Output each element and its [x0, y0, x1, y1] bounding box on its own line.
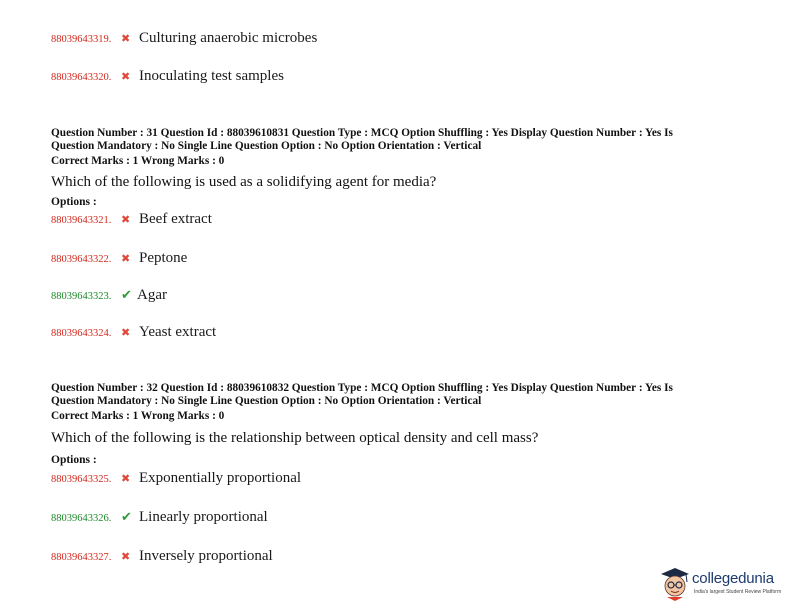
brand-logo — [658, 566, 788, 606]
question-text: Which of the following is the relationship between optical density and cell mass? — [51, 430, 539, 446]
cross-icon: ✖ — [121, 33, 131, 45]
option-text: Yeast extract — [139, 324, 217, 340]
option-text: Culturing anaerobic microbes — [139, 30, 318, 46]
option-id: 88039643324. — [51, 328, 112, 339]
question-meta — [51, 382, 741, 423]
question-meta-line2: Question Mandatory : No Single Line Question Option : No Option Orientation : Vertical — [51, 140, 482, 152]
option-id: 88039643327. — [51, 552, 112, 563]
option-text: Agar — [137, 287, 167, 303]
option-row — [51, 30, 317, 47]
option-row — [51, 250, 187, 267]
question-text: Which of the following is used as a solidifying agent for media? — [51, 174, 437, 190]
option-id: 88039643325. — [51, 474, 112, 485]
question-meta-line1: Question Number : 31 Question Id : 88039610831 Question Type : MCQ Option Shuffling : Yes Display Question Number : Yes Is — [51, 127, 673, 139]
option-text: Linearly proportional — [139, 509, 268, 525]
brand-name: collegedunia — [692, 570, 774, 587]
option-row — [51, 68, 284, 85]
check-icon: ✔ — [121, 509, 132, 524]
check-icon: ✔ — [121, 287, 132, 302]
option-text: Exponentially proportional — [139, 470, 302, 486]
option-id: 88039643322. — [51, 254, 112, 265]
option-text: Beef extract — [139, 211, 212, 227]
cross-icon: ✖ — [121, 253, 131, 265]
brand-tagline: India's largest Student Review Platform — [694, 589, 782, 595]
option-id: 88039643323. — [51, 291, 112, 302]
cross-icon: ✖ — [121, 214, 131, 226]
option-id: 88039643326. — [51, 513, 112, 524]
question-marks: Correct Marks : 1 Wrong Marks : 0 — [51, 155, 225, 167]
question-meta-line1: Question Number : 32 Question Id : 88039610832 Question Type : MCQ Option Shuffling : Yes Display Question Number : Yes Is — [51, 382, 673, 394]
option-id: 88039643320. — [51, 72, 112, 83]
cross-icon: ✖ — [121, 473, 131, 485]
option-row — [51, 548, 273, 565]
option-row — [51, 211, 212, 228]
option-row — [51, 509, 268, 526]
option-text: Peptone — [139, 250, 188, 266]
question-marks: Correct Marks : 1 Wrong Marks : 0 — [51, 410, 225, 422]
option-text: Inoculating test samples — [139, 68, 284, 84]
option-row — [51, 470, 301, 487]
cross-icon: ✖ — [121, 551, 131, 563]
option-row — [51, 324, 216, 341]
cross-icon: ✖ — [121, 71, 131, 83]
option-id: 88039643321. — [51, 215, 112, 226]
question-meta — [51, 127, 741, 168]
question-meta-line2: Question Mandatory : No Single Line Question Option : No Option Orientation : Vertical — [51, 395, 482, 407]
option-text: Inversely proportional — [139, 548, 273, 564]
option-row — [51, 287, 167, 304]
options-label: Options : — [51, 196, 97, 208]
mascot-icon — [658, 566, 692, 602]
cross-icon: ✖ — [121, 327, 131, 339]
options-label: Options : — [51, 454, 97, 466]
option-id: 88039643319. — [51, 34, 112, 45]
